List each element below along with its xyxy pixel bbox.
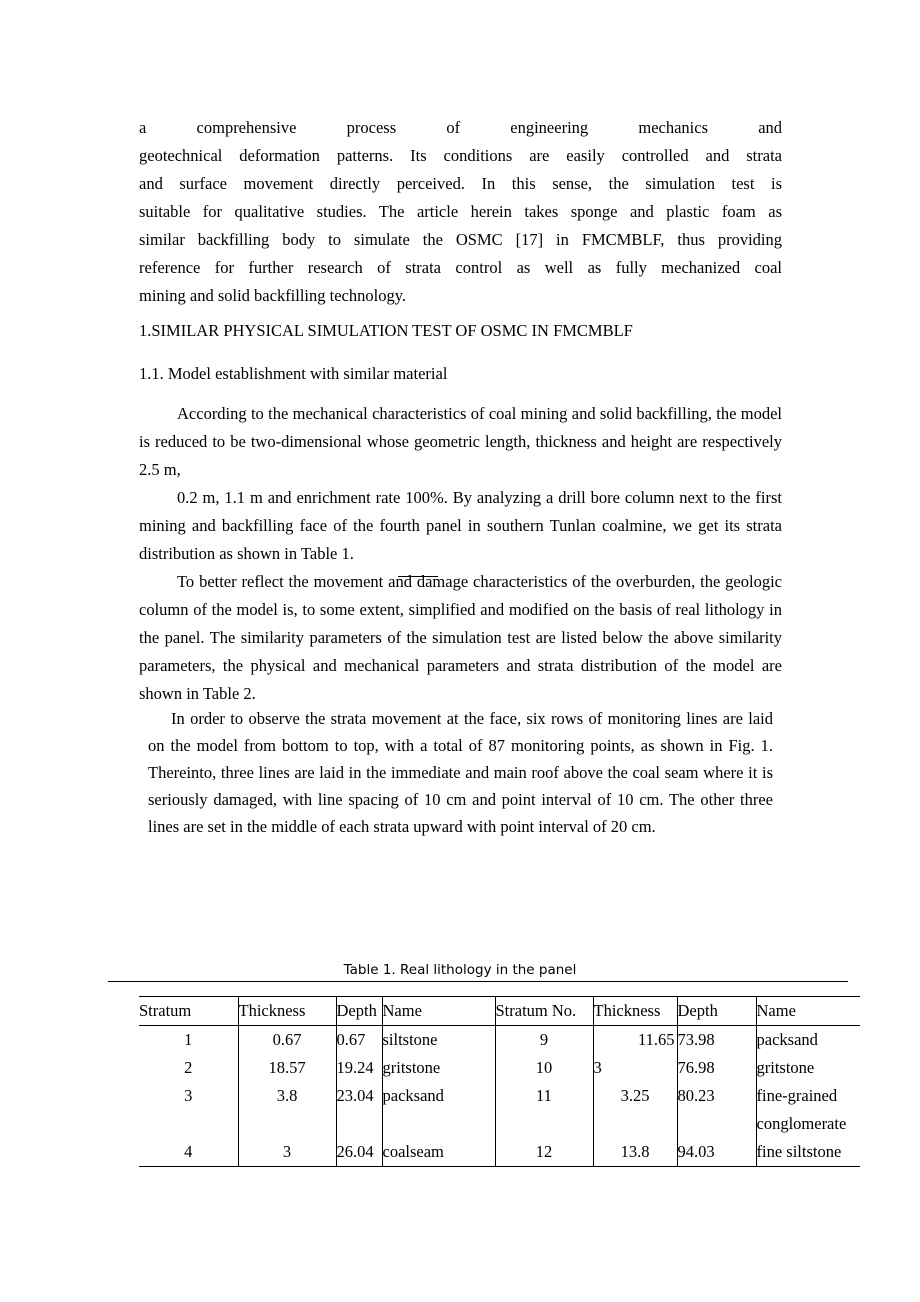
table-cell: 3.25 (593, 1082, 677, 1110)
table-cell: 26.04 (336, 1138, 382, 1167)
table-cell: gritstone (382, 1054, 495, 1082)
paragraph-text: In order to observe the strata movement at the face, six rows of monitoring lines are laid on the model from bottom to top, with a total of 87 monitoring points, as shown in Fig. 1. Thereinto, three lines are laid in the immediate and main roof above the coal seam where it is seriously damaged, with line spacing of 10 cm and point interval of 10 cm. The other three lines are set in the middle of each strata upward with point interval of 20 cm. (148, 709, 773, 836)
table-cell: coalseam (382, 1138, 495, 1167)
table-cell: 11.65 (593, 1026, 677, 1055)
table-cell: 19.24 (336, 1054, 382, 1082)
word: and (758, 118, 783, 137)
header-cell: Stratum (139, 997, 238, 1026)
table-cell: gritstone (756, 1058, 815, 1077)
table-cell: 9 (495, 1026, 593, 1055)
table-cell: fine-grained (756, 1086, 838, 1105)
paragraph-text: 0.2 m, 1.1 m and enrichment rate 100%. By analyzing a drill bore column next to the first mining and backfilling face of the fourth panel in southern Tunlan coalmine, we get its strata distribution as shown in Table 1. (139, 488, 782, 563)
table-cell (593, 1110, 677, 1138)
table-cell: 13.8 (593, 1138, 677, 1167)
lithology-table (139, 996, 860, 1167)
table-row (139, 1054, 860, 1082)
intro-line: mining and solid backfilling technology. (139, 286, 407, 305)
table-cell: conglomerate (756, 1114, 847, 1133)
table-cell (139, 1110, 238, 1138)
header-cell: Stratum No. (495, 997, 593, 1026)
table-cell: packsand (756, 1030, 818, 1049)
text-overline-mark (398, 576, 438, 577)
intro-line: similar backfilling body to simulate the OSMC [17] in FMCMBLF, thus providing (139, 230, 782, 249)
table-cell: 94.03 (677, 1138, 756, 1167)
table-caption: Table 1. Real lithology in the panel (343, 962, 577, 978)
table-row (139, 1082, 860, 1110)
paragraph-text: According to the mechanical characteristics of coal mining and solid backfilling, the model is reduced to be two-dimensional whose geometric length, thickness and height are respectively 2.5 m, (139, 404, 782, 479)
intro-line: suitable for qualitative studies. The article herein takes sponge and plastic foam as (139, 202, 782, 221)
table-row (139, 1138, 860, 1167)
table-cell: 23.04 (336, 1082, 382, 1110)
intro-paragraph (139, 114, 782, 310)
table-row (139, 1110, 860, 1138)
word: process (346, 118, 397, 137)
intro-first-line (139, 114, 782, 142)
table-cell: 3 (238, 1138, 336, 1167)
table-cell (238, 1110, 336, 1138)
table-cell: siltstone (382, 1026, 495, 1055)
header-cell: Name (756, 1001, 796, 1020)
table-cell: 0.67 (238, 1026, 336, 1055)
table-row (139, 1026, 860, 1055)
table-cell: 3 (139, 1082, 238, 1110)
intro-line: geotechnical deformation patterns. Its conditions are easily controlled and strata (139, 146, 782, 165)
subsection-heading: 1.1. Model establishment with similar material (139, 364, 448, 383)
table-cell: 18.57 (238, 1054, 336, 1082)
table-cell: packsand (382, 1082, 495, 1110)
table-cell: 0.67 (336, 1026, 382, 1055)
table-cell: 4 (139, 1138, 238, 1167)
table-header-row (139, 997, 860, 1026)
table-cell: 80.23 (677, 1082, 756, 1110)
paragraph-text: To better reflect the movement and damage characteristics of the overburden, the geologic column of the model is, to some extent, simplified and modified on the basis of real lithology in the panel. The similarity parameters of the simulation test are listed below the above similarity parameters, the physical and mechanical parameters and strata distribution of the model are shown in Table 2. (139, 572, 782, 703)
table-cell: 1 (139, 1026, 238, 1055)
header-cell: Thickness (238, 997, 336, 1026)
caption-rule (108, 981, 848, 982)
header-cell: Name (382, 997, 495, 1026)
word: of (446, 118, 461, 137)
paragraph-monitoring (148, 705, 773, 840)
table-cell: 10 (495, 1054, 593, 1082)
table-cell: 12 (495, 1138, 593, 1167)
section-heading: 1.SIMILAR PHYSICAL SIMULATION TEST OF OSMC IN FMCMBLF (139, 321, 633, 340)
intro-line: and surface movement directly perceived. In this sense, the simulation test is (139, 174, 782, 193)
table-cell: 76.98 (677, 1054, 756, 1082)
table-cell (495, 1110, 593, 1138)
table-cell (336, 1110, 382, 1138)
header-cell: Depth (336, 997, 382, 1026)
word: engineering (510, 118, 589, 137)
word: a (139, 118, 147, 137)
table-cell (382, 1110, 495, 1138)
table-cell: fine siltstone (756, 1142, 842, 1161)
paragraph-model-establishment (139, 400, 782, 708)
table-cell: 3.8 (238, 1082, 336, 1110)
table-cell: 3 (593, 1054, 677, 1082)
intro-line: reference for further research of strata control as well as fully mechanized coal (139, 258, 782, 277)
word: comprehensive (196, 118, 297, 137)
word: mechanics (638, 118, 708, 137)
header-cell: Thickness (593, 997, 677, 1026)
header-cell: Depth (677, 997, 756, 1026)
table-cell: 11 (495, 1082, 593, 1110)
table-cell: 2 (139, 1054, 238, 1082)
table-cell (677, 1110, 756, 1138)
table-cell: 73.98 (677, 1026, 756, 1055)
